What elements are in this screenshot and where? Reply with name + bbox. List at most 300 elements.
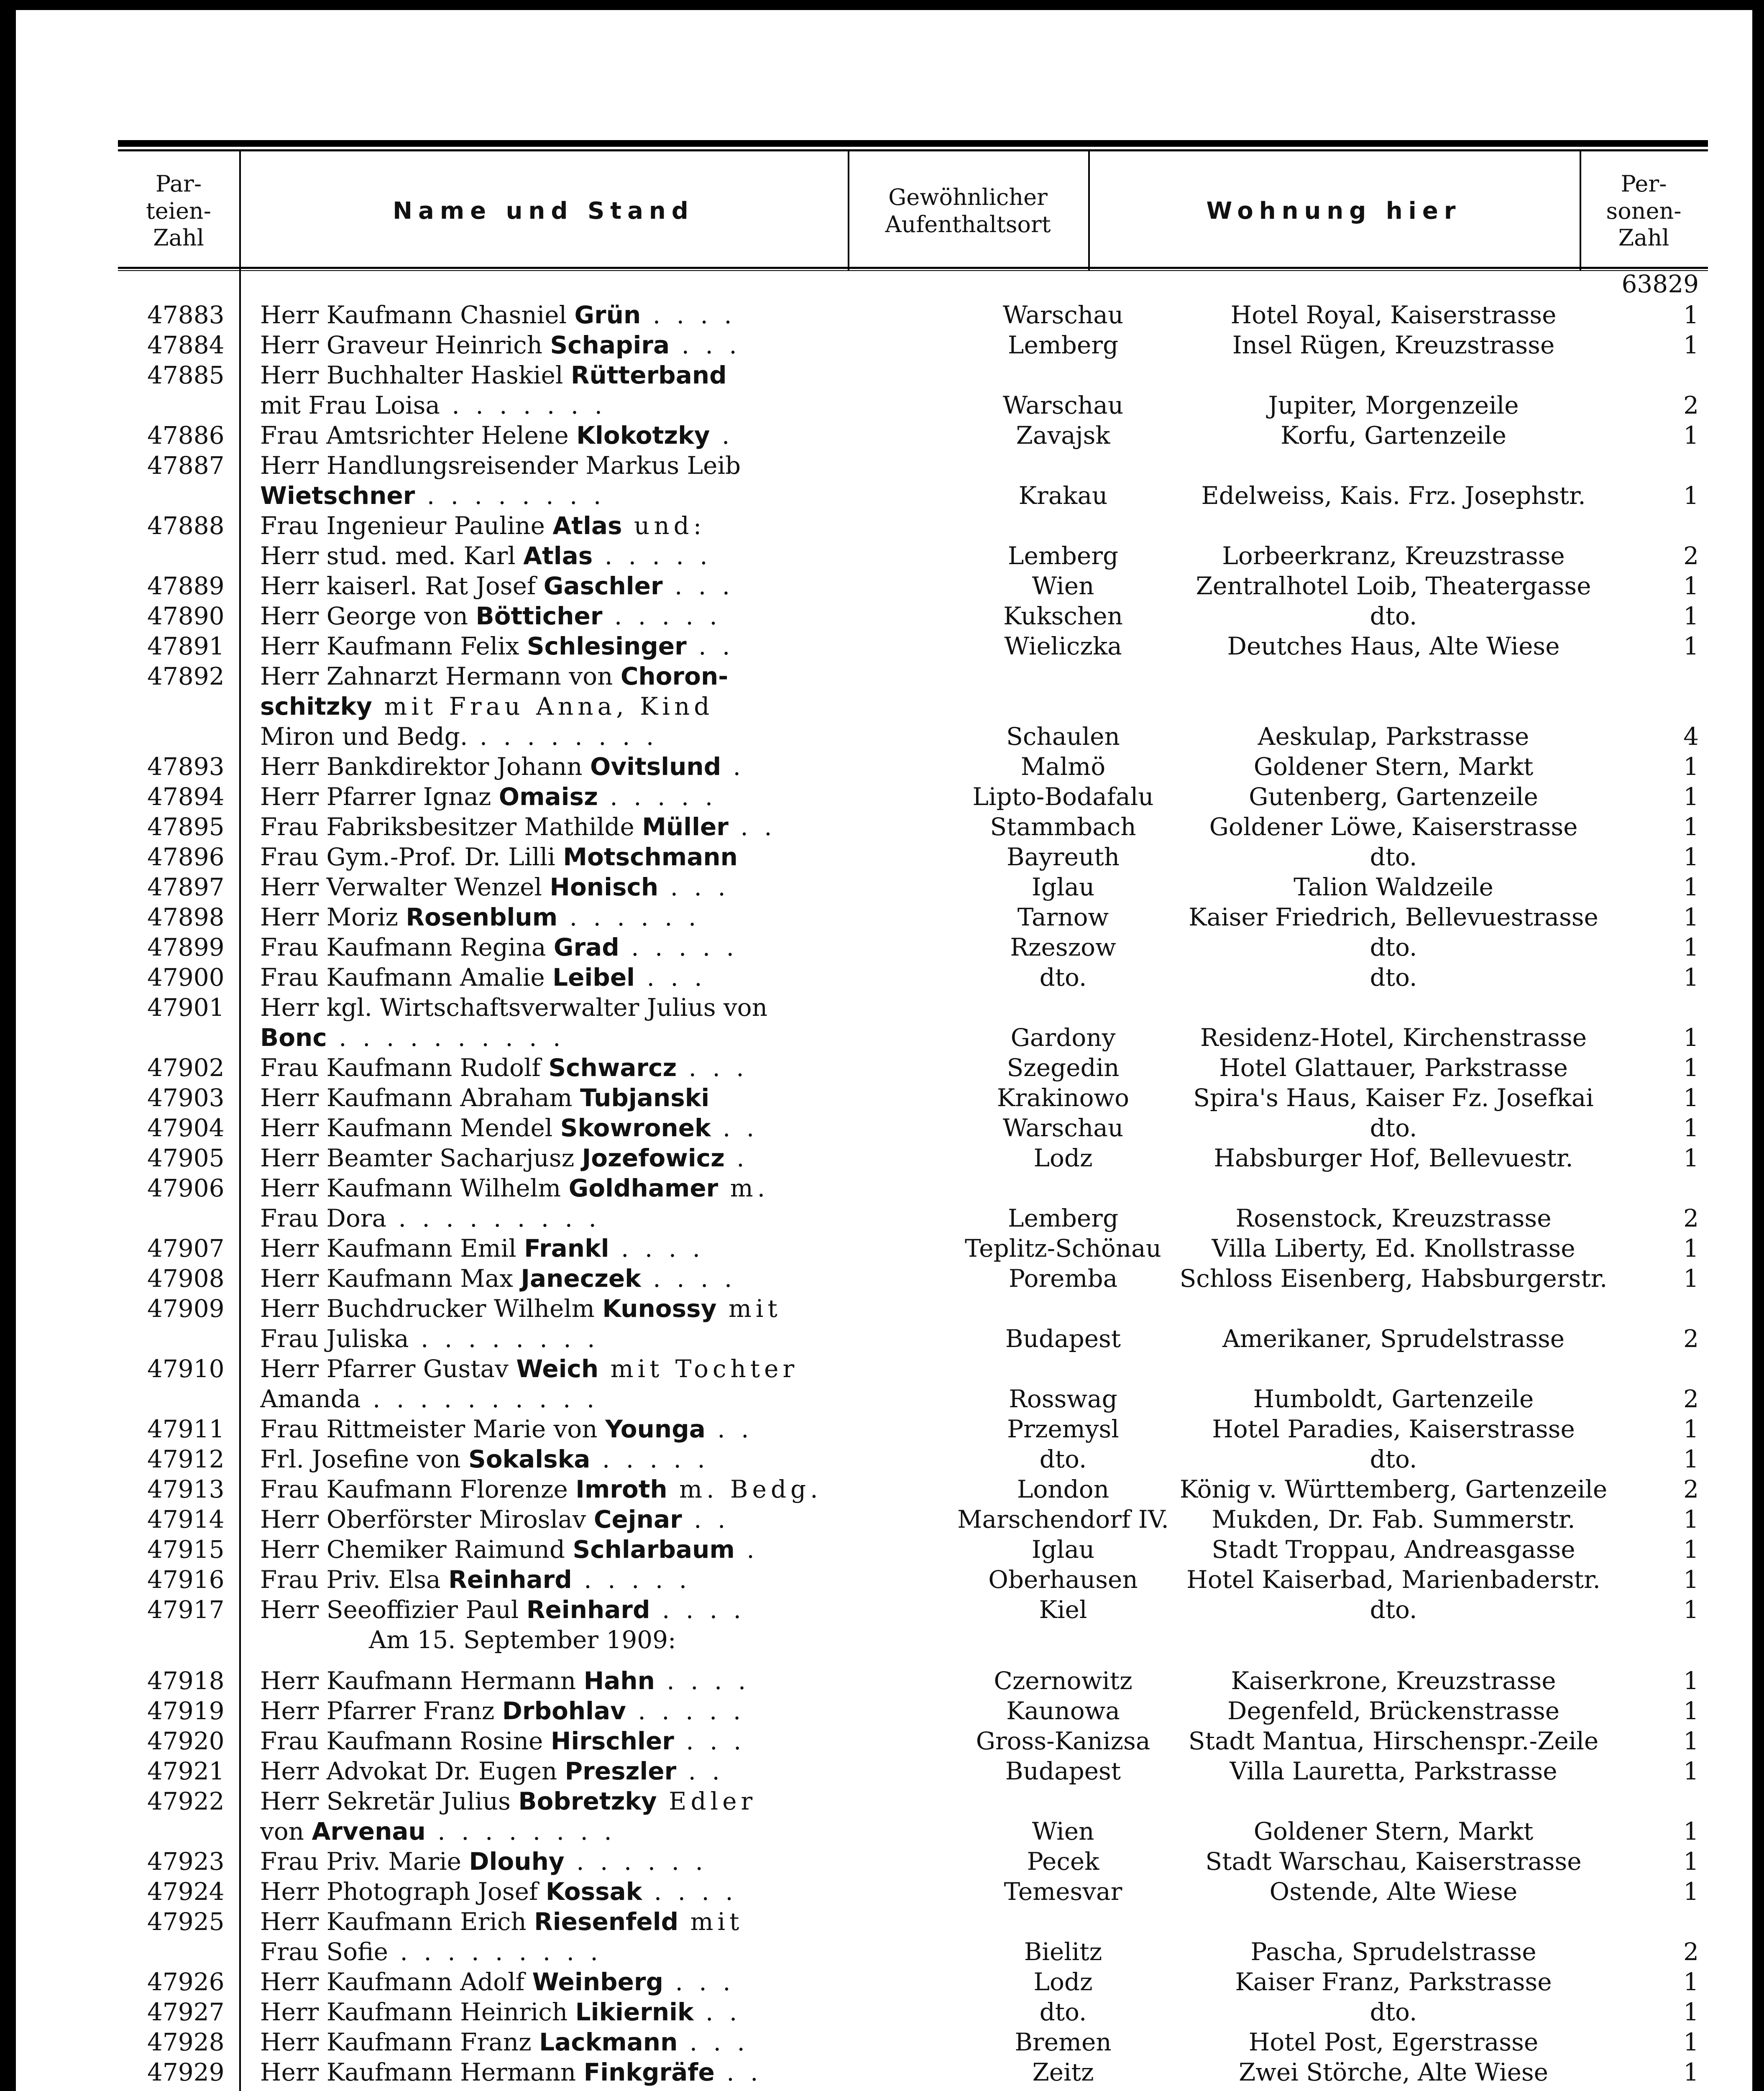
table-row — [118, 481, 1708, 511]
person-count: 1 — [1683, 1968, 1699, 1996]
person-count: 1 — [1683, 873, 1699, 901]
lodging: Hotel Post, Egerstrasse — [1248, 2028, 1539, 2056]
lodging: Habsburger Hof, Bellevuestr. — [1214, 1144, 1573, 1172]
table-row — [118, 1113, 1708, 1143]
surname: Schwarcz — [548, 1053, 677, 1082]
home-town: Wien — [1032, 572, 1094, 600]
guest-name — [260, 1324, 954, 1354]
name-prefix: Frau Priv. Marie — [260, 1847, 469, 1876]
lodging: Residenz-Hotel, Kirchenstrasse — [1200, 1023, 1587, 1052]
surname: Klokotzky — [576, 421, 710, 450]
name-prefix: Herr Buchdrucker Wilhelm — [260, 1294, 603, 1323]
name-suffix: . . . . . — [626, 1697, 745, 1725]
name-prefix: Herr George von — [260, 602, 476, 630]
party-number: 47914 — [147, 1505, 225, 1534]
table-row — [118, 842, 1708, 872]
name-prefix: Frau Juliska — [260, 1324, 409, 1353]
home-town: dto. — [1039, 963, 1087, 992]
person-count: 1 — [1683, 481, 1699, 510]
guest-name — [260, 1846, 954, 1876]
name-suffix: . . . — [663, 1968, 735, 1996]
guest-name — [260, 1233, 954, 1263]
home-town: Lemberg — [1007, 542, 1119, 570]
home-town: Kukschen — [1003, 602, 1123, 630]
table-row — [118, 2027, 1708, 2057]
table-row — [118, 1997, 1708, 2027]
lodging: Villa Liberty, Ed. Knollstrasse — [1212, 1234, 1575, 1263]
party-number: 47908 — [147, 1264, 225, 1293]
name-suffix: . . . . — [650, 1595, 746, 1624]
name-prefix: Frau Rittmeister Marie von — [260, 1415, 606, 1443]
table-row — [118, 1876, 1708, 1907]
top-rule — [118, 140, 1708, 147]
person-count: 1 — [1683, 1415, 1699, 1443]
surname: Weinberg — [532, 1968, 664, 1996]
person-count: 1 — [1683, 331, 1699, 359]
person-count: 1 — [1683, 1998, 1699, 2026]
guest-name — [260, 481, 954, 511]
name-suffix: . . . . . — [593, 542, 712, 570]
name-prefix: Herr Seeoffizier Paul — [260, 1595, 527, 1624]
name-suffix: . . . — [677, 2028, 749, 2056]
person-count: 2 — [1683, 1475, 1699, 1503]
name-suffix: . . . — [662, 572, 734, 600]
table-row — [118, 1293, 1708, 1324]
home-town: dto. — [1039, 1445, 1087, 1473]
home-town: Krakinowo — [997, 1084, 1130, 1112]
home-town: Pecek — [1027, 1847, 1099, 1876]
table-row — [118, 1053, 1708, 1083]
person-count: 1 — [1683, 421, 1699, 450]
lodging: dto. — [1370, 1445, 1417, 1473]
person-count: 1 — [1683, 1847, 1699, 1876]
surname: Bötticher — [476, 602, 603, 630]
guest-name — [260, 902, 954, 932]
lodging: Mukden, Dr. Fab. Summerstr. — [1212, 1505, 1575, 1534]
person-count: 1 — [1683, 1023, 1699, 1052]
table-row — [118, 902, 1708, 932]
surname: Reinhard — [448, 1565, 572, 1594]
scan-border-top — [0, 0, 1764, 10]
table-row — [118, 1595, 1708, 1625]
table-row — [118, 511, 1708, 541]
name-suffix: . . — [729, 813, 776, 841]
home-town: Oberhausen — [988, 1565, 1138, 1594]
name-prefix: Herr Sekretär Julius — [260, 1787, 519, 1815]
name-prefix: Frau Dora — [260, 1204, 387, 1232]
table-row — [118, 1846, 1708, 1876]
name-suffix: . . . . . . . . . — [388, 1938, 602, 1966]
guest-name — [260, 1143, 954, 1173]
name-prefix: Frau Priv. Elsa — [260, 1565, 449, 1594]
name-prefix: Frau Ingenieur Pauline — [260, 511, 553, 540]
name-prefix: mit Frau Loisa — [260, 391, 440, 419]
person-count: 1 — [1683, 1757, 1699, 1785]
guest-name — [260, 601, 954, 631]
name-suffix: . . . — [635, 963, 706, 992]
name-suffix: . . . . . . — [564, 1847, 707, 1876]
person-count: 1 — [1683, 1595, 1699, 1624]
lodging: Insel Rügen, Kreuzstrasse — [1232, 331, 1555, 359]
party-number: 47885 — [147, 361, 225, 389]
lodging: Stadt Troppau, Andreasgasse — [1212, 1535, 1575, 1564]
lodging: Goldener Stern, Markt — [1253, 1817, 1534, 1846]
name-suffix: mit — [716, 1294, 782, 1323]
table-row — [118, 1324, 1708, 1354]
name-prefix: Herr Kaufmann Chasniel — [260, 301, 575, 329]
lodging: Hotel Glattauer, Parkstrasse — [1219, 1053, 1568, 1082]
name-prefix: Herr Handlungsreisender Markus Leib — [260, 451, 741, 480]
guest-name — [260, 2057, 954, 2087]
table-row — [118, 631, 1708, 661]
name-suffix: . . . . . . . — [440, 391, 607, 419]
guest-name — [260, 1876, 954, 1907]
party-number: 47928 — [147, 2028, 225, 2056]
lodging: Hotel Kaiserbad, Marienbaderstr. — [1186, 1565, 1600, 1594]
surname: Imroth — [575, 1475, 667, 1503]
home-town: Gross-Kanizsa — [976, 1727, 1150, 1755]
name-suffix: . . . . — [654, 1667, 750, 1695]
guest-name — [260, 1354, 954, 1384]
name-suffix: mit Tochter — [598, 1355, 799, 1383]
name-prefix: Frau Kaufmann Rudolf — [260, 1053, 549, 1082]
surname: Atlas — [523, 542, 593, 570]
guest-name — [260, 752, 954, 782]
name-prefix: Amanda — [260, 1385, 361, 1413]
person-count: 2 — [1683, 542, 1699, 570]
surname: Weich — [516, 1355, 599, 1383]
party-number: 47910 — [147, 1355, 225, 1383]
person-count: 1 — [1683, 1565, 1699, 1594]
table-row — [118, 360, 1708, 390]
party-number: 47907 — [147, 1234, 225, 1263]
guest-name — [260, 390, 954, 420]
party-number: 47918 — [147, 1667, 225, 1695]
guest-name — [260, 962, 954, 992]
name-prefix: Frau Kaufmann Rosine — [260, 1727, 551, 1755]
table-row — [118, 1384, 1708, 1414]
person-count: 1 — [1683, 632, 1699, 660]
name-suffix: . . . . . . — [557, 903, 700, 931]
table-row — [118, 1354, 1708, 1384]
party-number: 47919 — [147, 1697, 225, 1725]
lodging: Korfu, Gartenzeile — [1280, 421, 1507, 450]
surname: Grad — [553, 933, 619, 961]
person-count: 1 — [1683, 963, 1699, 992]
guest-name — [260, 1726, 954, 1756]
lodging: dto. — [1370, 602, 1417, 630]
home-town: Krakau — [1018, 481, 1108, 510]
surname: Lackmann — [539, 2028, 678, 2056]
table-row — [118, 812, 1708, 842]
guest-name — [260, 721, 954, 752]
person-count: 1 — [1683, 1667, 1699, 1695]
party-number: 47909 — [147, 1294, 225, 1323]
guest-name — [260, 360, 954, 390]
name-suffix: . . . . — [641, 1264, 736, 1293]
party-number: 47924 — [147, 1877, 225, 1906]
surname: Bonc — [260, 1023, 327, 1052]
guest-name — [260, 812, 954, 842]
party-number: 47906 — [147, 1174, 225, 1202]
lodging: Kaiser Friedrich, Bellevuestrasse — [1189, 903, 1598, 931]
home-town: Schaulen — [1006, 722, 1120, 751]
surname: Bobretzky — [518, 1787, 657, 1815]
guest-name — [260, 1967, 954, 1997]
name-suffix: mit Frau Anna, Kind — [372, 692, 714, 721]
party-number: 47911 — [147, 1415, 225, 1443]
person-count: 1 — [1683, 602, 1699, 630]
guest-name — [260, 1937, 954, 1967]
guest-name — [260, 1564, 954, 1595]
surname: Riesenfeld — [534, 1907, 679, 1936]
surname: schitzky — [260, 692, 372, 721]
person-count: 1 — [1683, 903, 1699, 931]
person-count: 1 — [1683, 1084, 1699, 1112]
lodging: Stadt Mantua, Hirschenspr.-Zeile — [1188, 1727, 1599, 1755]
surname: Gaschler — [543, 572, 663, 600]
party-number: 47905 — [147, 1144, 225, 1172]
scan-border-left — [0, 0, 16, 2091]
lodging: Deutches Haus, Alte Wiese — [1227, 632, 1560, 660]
name-suffix: und: — [622, 511, 706, 540]
party-number: 47920 — [147, 1727, 225, 1755]
table-row — [118, 1414, 1708, 1444]
party-number: 47901 — [147, 993, 225, 1022]
table-row — [118, 1726, 1708, 1756]
guest-name — [260, 1997, 954, 2027]
table-row — [118, 1173, 1708, 1203]
lodging: Kaiserkrone, Kreuzstrasse — [1231, 1667, 1556, 1695]
guest-name — [260, 450, 954, 481]
surname: Rütterband — [570, 361, 727, 389]
name-prefix: Herr Kaufmann Emil — [260, 1234, 524, 1263]
home-town: Lemberg — [1007, 331, 1119, 359]
lodging: Schloss Eisenberg, Habsburgerstr. — [1179, 1264, 1608, 1293]
party-number: 47894 — [147, 782, 225, 811]
party-number: 47899 — [147, 933, 225, 961]
name-prefix: Herr Beamter Sacharjusz — [260, 1144, 582, 1172]
guest-name — [260, 932, 954, 962]
table-row — [118, 932, 1708, 962]
name-suffix: . . . . . . . . — [409, 1324, 599, 1353]
table-row — [118, 420, 1708, 450]
home-town: Lemberg — [1007, 1204, 1119, 1232]
home-town: Stammbach — [990, 813, 1136, 841]
person-count: 1 — [1683, 2058, 1699, 2086]
surname: Dlouhy — [469, 1847, 565, 1876]
surname: Drbohlav — [502, 1697, 626, 1725]
lodging: Lorbeerkranz, Kreuzstrasse — [1222, 542, 1565, 570]
guest-name — [260, 541, 954, 571]
table-row — [118, 1444, 1708, 1474]
home-town: Warschau — [1002, 1114, 1124, 1142]
lodging: Pascha, Sprudelstrasse — [1250, 1938, 1536, 1966]
guest-name — [260, 1083, 954, 1113]
header-rule — [118, 267, 1708, 269]
name-prefix: Frau Kaufmann Amalie — [260, 963, 553, 992]
guest-name — [260, 1293, 954, 1324]
name-prefix: Frau Kaufmann Florenze — [260, 1475, 576, 1503]
lodging: Zwei Störche, Alte Wiese — [1238, 2058, 1549, 2086]
person-count: 1 — [1683, 1114, 1699, 1142]
home-town: Szegedin — [1007, 1053, 1120, 1082]
guest-name — [260, 661, 954, 691]
table-row — [118, 2057, 1708, 2087]
home-town: Zavajsk — [1016, 421, 1110, 450]
surname: Ovitslund — [590, 752, 721, 781]
person-count: 1 — [1683, 752, 1699, 781]
surname: Schlesinger — [527, 632, 687, 660]
person-count: 2 — [1683, 1204, 1699, 1232]
home-town: Lodz — [1033, 1968, 1093, 1996]
table-row — [118, 691, 1708, 721]
home-town: Malmö — [1020, 752, 1106, 781]
person-count: 4 — [1683, 722, 1699, 751]
surname: Likiernik — [575, 1998, 694, 2026]
table-row — [118, 330, 1708, 360]
party-number: 47897 — [147, 873, 225, 901]
surname: Sokalska — [468, 1445, 591, 1473]
surname: Hahn — [583, 1667, 655, 1695]
table-row — [118, 1937, 1708, 1967]
home-town: Przemysl — [1007, 1415, 1119, 1443]
person-count: 2 — [1683, 1385, 1699, 1413]
lodging: Edelweiss, Kais. Frz. Josephstr. — [1201, 481, 1586, 510]
name-suffix: . . . . . . . . . . — [360, 1385, 599, 1413]
name-suffix: Edler — [657, 1787, 757, 1815]
table-row — [118, 300, 1708, 330]
guest-name — [260, 420, 954, 450]
guest-name — [260, 691, 954, 721]
name-prefix: Herr kgl. Wirtschaftsverwalter Julius von — [260, 993, 768, 1022]
home-town: Iglau — [1031, 1535, 1095, 1564]
surname: Goldhamer — [568, 1174, 718, 1202]
party-number: 47887 — [147, 451, 225, 480]
table-row — [118, 1083, 1708, 1113]
lodging: Ostende, Alte Wiese — [1269, 1877, 1518, 1906]
name-suffix: . — [734, 1535, 759, 1564]
table-row — [118, 782, 1708, 812]
name-prefix: Herr Kaufmann Hermann — [260, 1667, 584, 1695]
name-prefix: Herr Buchhalter Haskiel — [260, 361, 571, 389]
name-suffix: . — [724, 1144, 749, 1172]
table-row — [118, 872, 1708, 902]
name-suffix: . . . . — [642, 1877, 737, 1906]
name-prefix: Herr Oberförster Miroslav — [260, 1505, 594, 1534]
surname: Cejnar — [593, 1505, 682, 1534]
person-count: 1 — [1683, 1053, 1699, 1082]
surname: Omaisz — [499, 782, 598, 811]
name-prefix: Herr Kaufmann Max — [260, 1264, 521, 1293]
guest-name — [260, 1907, 954, 1937]
guest-name — [260, 842, 954, 872]
home-town: Wieliczka — [1004, 632, 1122, 660]
date-heading: Am 15. September 1909: — [369, 1626, 676, 1654]
name-prefix: Herr Kaufmann Abraham — [260, 1084, 580, 1112]
person-count: 1 — [1683, 1144, 1699, 1172]
guest-name — [260, 992, 954, 1022]
guest-name — [260, 1203, 954, 1233]
home-town: Budapest — [1005, 1324, 1121, 1353]
party-number: 47922 — [147, 1787, 225, 1815]
surname: Choron- — [620, 662, 729, 690]
table-row — [118, 450, 1708, 481]
party-number: 47889 — [147, 572, 225, 600]
lodging: Rosenstock, Kreuzstrasse — [1235, 1204, 1552, 1232]
name-suffix: . . — [714, 2058, 762, 2086]
lodging: Hotel Royal, Kaiserstrasse — [1230, 301, 1557, 329]
table-row — [118, 1203, 1708, 1233]
table-row — [118, 1534, 1708, 1564]
guest-name — [260, 1113, 954, 1143]
name-suffix: . . . . . — [590, 1445, 709, 1473]
person-count: 1 — [1683, 1727, 1699, 1755]
guest-name — [260, 872, 954, 902]
home-town: Gardony — [1010, 1023, 1116, 1052]
name-prefix: Herr Zahnarzt Hermann von — [260, 662, 621, 690]
table-row — [118, 1756, 1708, 1786]
person-count: 1 — [1683, 1877, 1699, 1906]
party-number: 47896 — [147, 843, 225, 871]
surname: Leibel — [552, 963, 635, 992]
party-number: 47913 — [147, 1475, 225, 1503]
table-row — [118, 721, 1708, 752]
person-count: 1 — [1683, 1505, 1699, 1534]
guest-name — [260, 330, 954, 360]
surname: Wietschner — [260, 481, 415, 510]
guest-name — [260, 1595, 954, 1625]
surname: Janeczek — [521, 1264, 641, 1293]
lodging: dto. — [1370, 963, 1417, 992]
name-prefix: Herr Chemiker Raimund — [260, 1535, 573, 1564]
party-number: 47886 — [147, 421, 225, 450]
header-person-count: Per- sonen- Zahl — [1606, 170, 1682, 251]
home-town: Rzeszow — [1010, 933, 1116, 961]
guest-name — [260, 1786, 954, 1816]
name-prefix: Herr Kaufmann Adolf — [260, 1968, 532, 1996]
person-count: 1 — [1683, 1817, 1699, 1846]
home-town: Lodz — [1033, 1144, 1093, 1172]
home-town: Kaunowa — [1006, 1697, 1120, 1725]
lodging: Hotel Paradies, Kaiserstrasse — [1212, 1415, 1575, 1443]
party-number: 47917 — [147, 1595, 225, 1624]
name-suffix: m. — [718, 1174, 770, 1202]
name-prefix: Frl. Josefine von — [260, 1445, 468, 1473]
party-number: 47890 — [147, 602, 225, 630]
name-prefix: von — [260, 1817, 312, 1846]
name-prefix: Herr Kaufmann Felix — [260, 632, 527, 660]
table-row — [118, 1967, 1708, 1997]
person-count: 1 — [1683, 933, 1699, 961]
surname: Rosenblum — [406, 903, 558, 931]
name-prefix: Herr Kaufmann Erich — [260, 1907, 534, 1936]
lodging: Amerikaner, Sprudelstrasse — [1222, 1324, 1565, 1353]
name-prefix: Herr Pfarrer Gustav — [260, 1355, 516, 1383]
table-row — [118, 992, 1708, 1022]
guest-name — [260, 1756, 954, 1786]
surname: Younga — [605, 1415, 706, 1443]
party-number: 47900 — [147, 963, 225, 992]
header-lodging: Wohnung hier — [1206, 197, 1462, 225]
surname: Motschmann — [563, 843, 738, 871]
table-row — [118, 752, 1708, 782]
person-count: 2 — [1683, 391, 1699, 419]
name-suffix: . . . . . — [572, 1565, 691, 1594]
guest-name — [260, 1534, 954, 1564]
name-prefix: Herr Photograph Josef — [260, 1877, 546, 1906]
party-number: 47883 — [147, 301, 225, 329]
